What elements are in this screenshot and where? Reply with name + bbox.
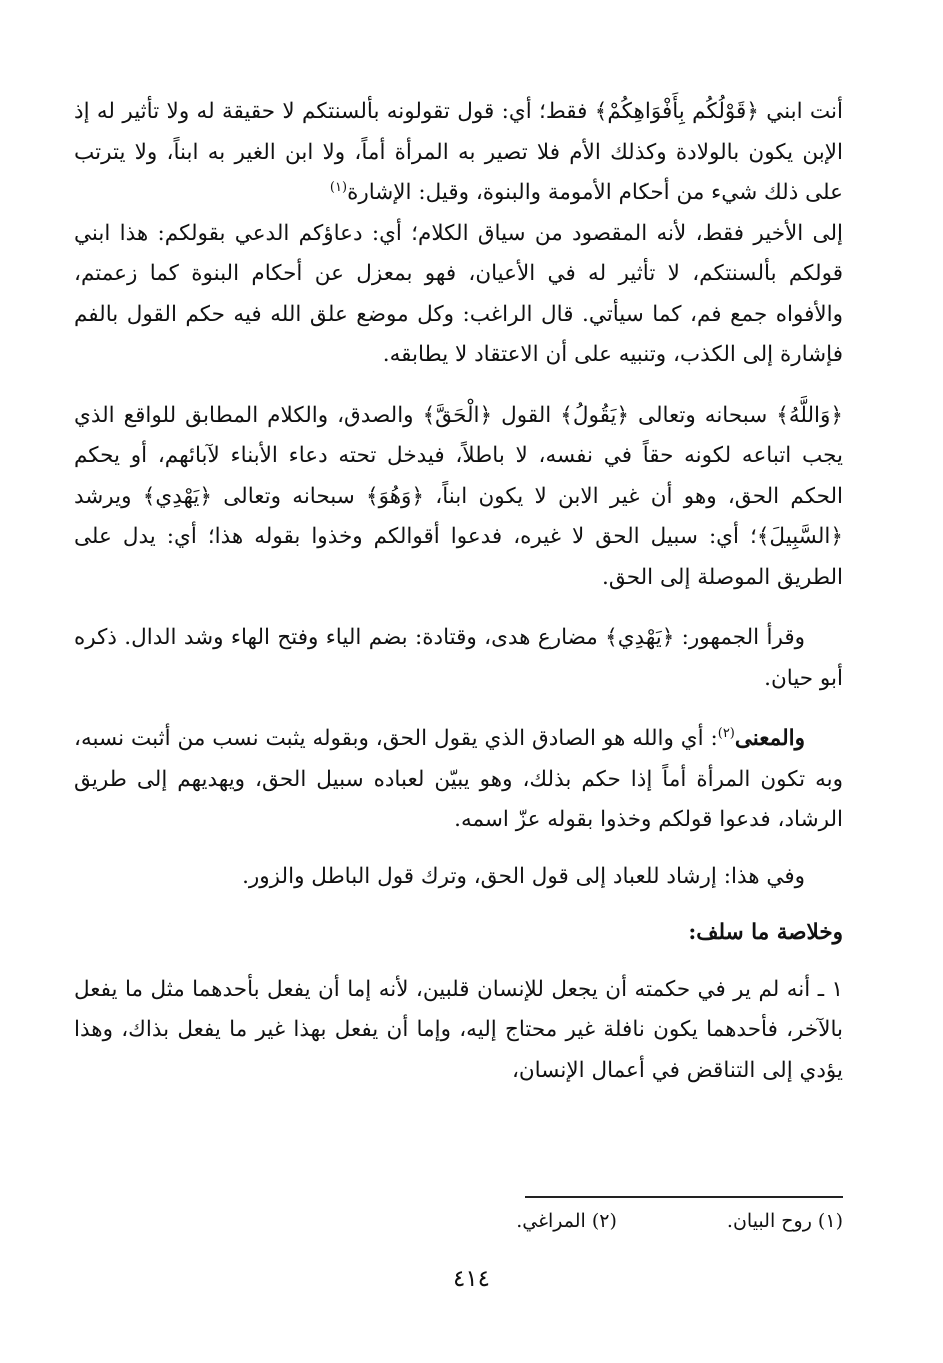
footnote-mark-2: (٢) bbox=[717, 725, 735, 741]
footnote-mark-1: (١) bbox=[329, 179, 348, 195]
footnotes bbox=[223, 1210, 843, 1232]
page-number: ٤١٤ bbox=[452, 1266, 491, 1292]
meaning-label: والمعنى bbox=[734, 726, 805, 751]
footnote-2: (٢) المراغي. bbox=[516, 1210, 617, 1232]
section-heading: وخلاصة ما سلف: bbox=[688, 920, 843, 945]
footnote-divider bbox=[525, 1196, 843, 1198]
paragraph-5: والمعنى$^{(٢)}$: أي والله هو الصادق الذي يقول الحق، وبقوله يثبت نسب من أثبت نسبه، وبه تكون المرأة أماً إذا حكم بذلك، وهو يبيّن لعباده سبيل الحق، ويهديهم إلى طريق الرشاد، فدعوا قولكم وخذوا بقوله عزّ اسمه. bbox=[74, 725, 843, 832]
paragraph-4: وقرأ الجمهور: ﴿يَهْدِي﴾ مضارع هدى، وقتادة: بضم الياء وفتح الهاء وشد الدال. ذكره أبو حيان. bbox=[74, 625, 843, 691]
paragraph-1: أنت ابني ﴿قَوْلُكُم بِأَفْوَاهِكُمْ﴾ فقط؛ أي: قول تقولونه بألسنتكم لا حقيقة له ولا تأثير له إذ الإبن يكون بالولادة وكذلك الأم فلا تصير به المرأة أماً، ولا ابن الغير به ابناً، ولا يترتب على ذلك شيء من أحكام الأمومة والبنوة، وقيل: الإشارة$^{(١)}$ bbox=[74, 99, 843, 205]
page-body bbox=[74, 92, 843, 1091]
footnote-1: (١) روح البيان. bbox=[726, 1210, 843, 1232]
paragraph-3: ﴿وَاللَّهُ﴾ سبحانه وتعالى ﴿يَقُولُ﴾ القول ﴿الْحَقَّ﴾ والصدق، والكلام المطابق للواقع الذي يجب اتباعه لكونه حقاً في نفسه، لا باطلاً، فيدخل تحته دعاء الأبناء لآبائهم، أو يحكم الحكم الحق، وهو أن غير الابن لا يكون ابناً، ﴿وَهُوَ﴾ سبحانه وتعالى ﴿يَهْدِي﴾ ويرشد ﴿السَّبِيلَ﴾؛ أي: سبيل الحق لا غيره، فدعوا أقوالكم وخذوا بقوله هذا؛ أي: يدل على الطريق الموصلة إلى الحق. bbox=[74, 402, 843, 590]
paragraph-6: وفي هذا: إرشاد للعباد إلى قول الحق، وترك قول الباطل والزور. bbox=[242, 863, 805, 889]
paragraph-2: إلى الأخير فقط، لأنه المقصود من سياق الكلام؛ أي: دعاؤكم الدعي بقولكم: هذا ابني قولكم بألسنتكم، لا تأثير له في الأعيان، فهو بمعزل عن أحكام البنوة كما زعمتم، والأفواه جمع فم، كما سيأتي. قال الراغب: وكل موضع علق الله فيه حكم القول بالفم فإشارة إلى الكذب، وتنبيه على أن الاعتقاد لا يطابقه. bbox=[74, 220, 843, 367]
paragraph-7: ١ ـ أنه لم ير في حكمته أن يجعل للإنسان قلبين، لأنه إما أن يفعل بأحدهما مثل ما يفعل بالآخر، فأحدهما يكون نافلة غير محتاج إليه، وإما أن يفعل بهذا غير ما يفعل بذاك، وهذا يؤدي إلى التناقض في أعمال الإنسان، bbox=[74, 976, 843, 1083]
